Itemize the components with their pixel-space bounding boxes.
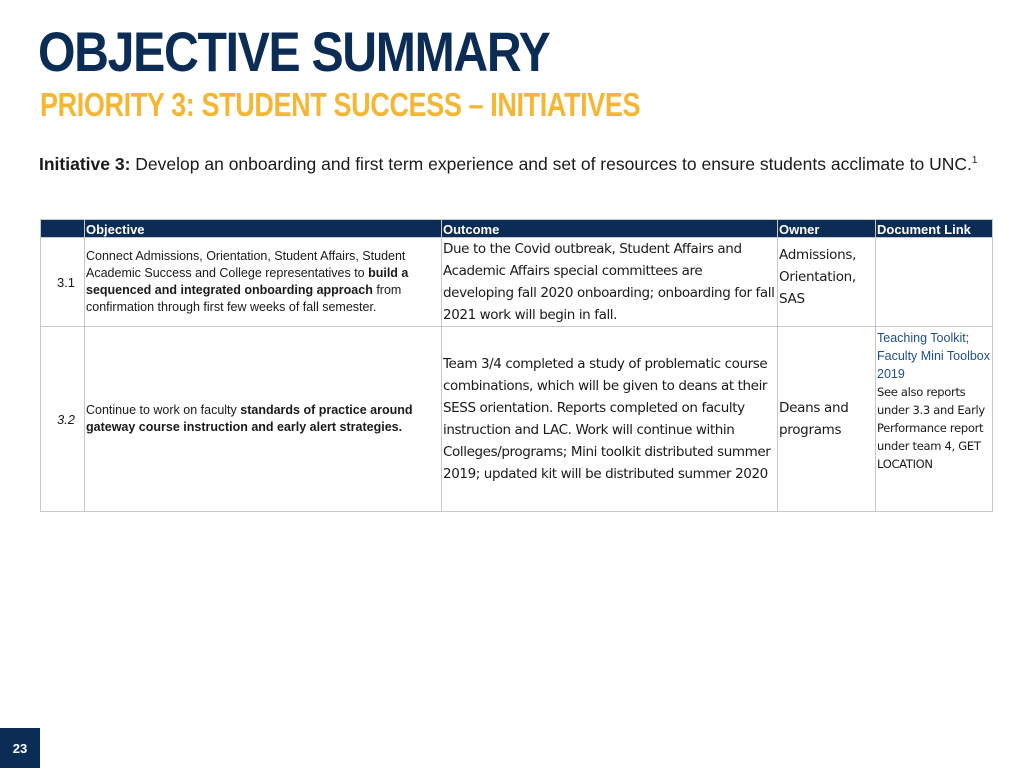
objective-bold-text: standards of practice around gateway course instruction and early alert strategies. [86,403,413,434]
objective-cell [85,238,442,327]
table-row [41,238,993,327]
document-link-cell [876,238,993,327]
initiative-label: Initiative 3: [39,153,131,174]
objective-text-end: from confirmation through first few weeks of fall semester. [86,283,402,314]
header-objective: Objective [85,220,442,238]
owner-cell: Admissions, Orientation, SAS [778,238,876,327]
document-note: See also reports under 3.3 and Early Performance report under team 4, GET LOCATION [877,385,985,471]
owner-cell: Deans and programs [778,327,876,512]
objective-text: Connect Admissions, Orientation, Student Affairs, Student Academic Success and College representatives to [86,249,406,280]
page-number-badge [0,728,40,768]
document-link-cell [876,327,993,512]
header-outcome: Outcome [442,220,778,238]
row-number: 3.1 [41,238,85,327]
table-header-row [41,220,993,238]
table-row [41,327,993,512]
header-document-link: Document Link [876,220,993,238]
objective-text: Continue to work on faculty [86,403,241,417]
header-num [41,220,85,238]
initiative-footnote: 1 [971,155,978,166]
page-number: 23 [12,740,28,756]
initiative-statement [39,149,979,176]
row-number: 3.2 [41,327,85,512]
outcome-cell: Due to the Covid outbreak, Student Affairs and Academic Affairs special committees are developing fall 2020 onboarding; onboarding for fall 2021 work will begin in fall. [442,238,778,327]
document-link[interactable]: Teaching Toolkit; Faculty Mini Toolbox 2019 [877,331,991,381]
page-title: OBJECTIVE SUMMARY [38,20,550,83]
initiative-text: Develop an onboarding and first term experience and set of resources to ensure students acclimate to UNC. [135,153,972,174]
objective-bold-text: build a sequenced and integrated onboarding approach [86,266,409,297]
objective-cell [85,327,442,512]
header-owner: Owner [778,220,876,238]
page-subtitle: PRIORITY 3: STUDENT SUCCESS – INITIATIVES [40,86,641,123]
objectives-table [40,219,993,512]
outcome-cell: Team 3/4 completed a study of problematic course combinations, which will be given to deans at their SESS orientation. Reports completed on faculty instruction and LAC. Work will continue within Colleges/programs; Mini toolkit distributed summer 2019; updated kit will be distributed summer 2020 [442,327,778,512]
